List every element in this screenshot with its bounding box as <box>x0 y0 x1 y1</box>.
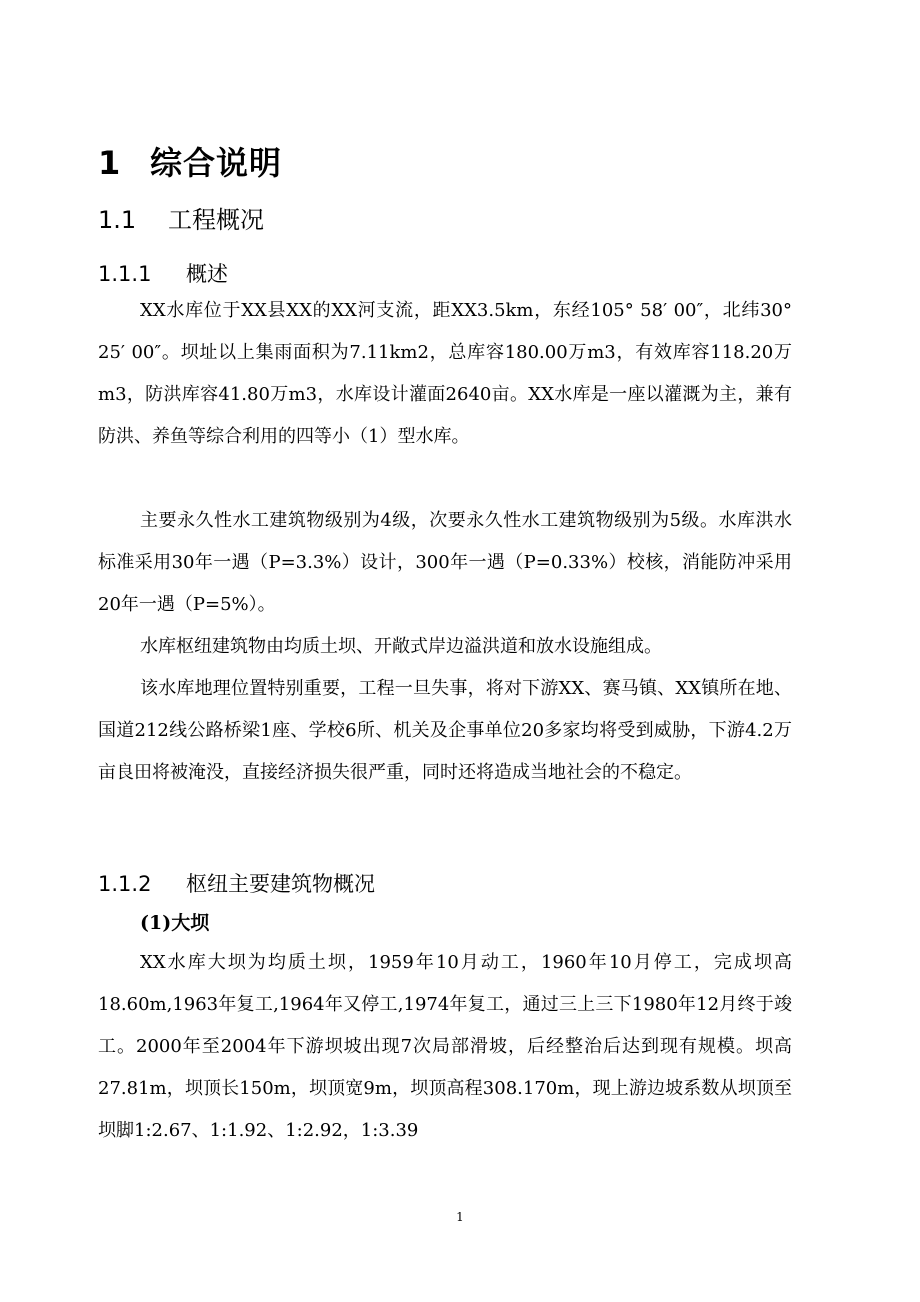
subsection-number: 1.1.2 <box>98 872 152 896</box>
chapter-title: 综合说明 <box>150 144 283 182</box>
chapter-number: 1 <box>98 144 122 182</box>
paragraph: 主要永久性水工建筑物级别为4级，次要永久性水工建筑物级别为5级。水库洪水标准采用30年一遇（P=3.3%）设计，300年一遇（P=0.33%）校核，消能防冲采用20年一遇（P=5%）。 <box>98 510 792 615</box>
subsection-title: 枢纽主要建筑物概况 <box>186 872 375 896</box>
dam-subheading: (1)大坝 <box>140 912 210 934</box>
subsection-heading-overview <box>98 258 228 288</box>
section-heading <box>98 200 264 235</box>
paragraph: XX水库位于XX县XX的XX河支流，距XX3.5km，东经105° 58′ 00″，北纬30° 25′ 00″。坝址以上集雨面积为7.11km2，总库容180.00万m3，有效库容118.20万m3，防洪库容41.80万m3，水库设计灌面2640亩。XX水库是一座以灌溉为主，兼有防洪、养鱼等综合利用的四等小（1）型水库。 <box>98 300 792 447</box>
subsection-title: 概述 <box>186 262 228 286</box>
paragraph: XX水库大坝为均质土坝，1959年10月动工，1960年10月停工，完成坝高18.60m,1963年复工,1964年又停工,1974年复工，通过三上三下1980年12月终于竣工。2000年至2004年下游坝坡出现7次局部滑坡，后经整治后达到现有规模。坝高27.81m，坝顶长150m，坝顶宽9m，坝顶高程308.170m，现上游边坡系数从坝顶至坝脚1:2.67、1:1.92、1:2.92，1:3.39 <box>98 952 792 1141</box>
chapter-heading <box>98 138 282 184</box>
subsection-heading-structures <box>98 868 375 898</box>
section-title: 工程概况 <box>168 206 264 234</box>
page-number: 1 <box>456 1210 464 1224</box>
paragraph: 水库枢纽建筑物由均质土坝、开敞式岸边溢洪道和放水设施组成。 <box>140 636 662 657</box>
section-number: 1.1 <box>98 206 137 234</box>
paragraph: 该水库地理位置特别重要，工程一旦失事，将对下游XX、赛马镇、XX镇所在地、国道212线公路桥梁1座、学校6所、机关及企事单位20多家均将受到威胁，下游4.2万亩良田将被淹没，直接经济损失很严重，同时还将造成当地社会的不稳定。 <box>98 678 792 783</box>
subsection-number: 1.1.1 <box>98 262 152 286</box>
